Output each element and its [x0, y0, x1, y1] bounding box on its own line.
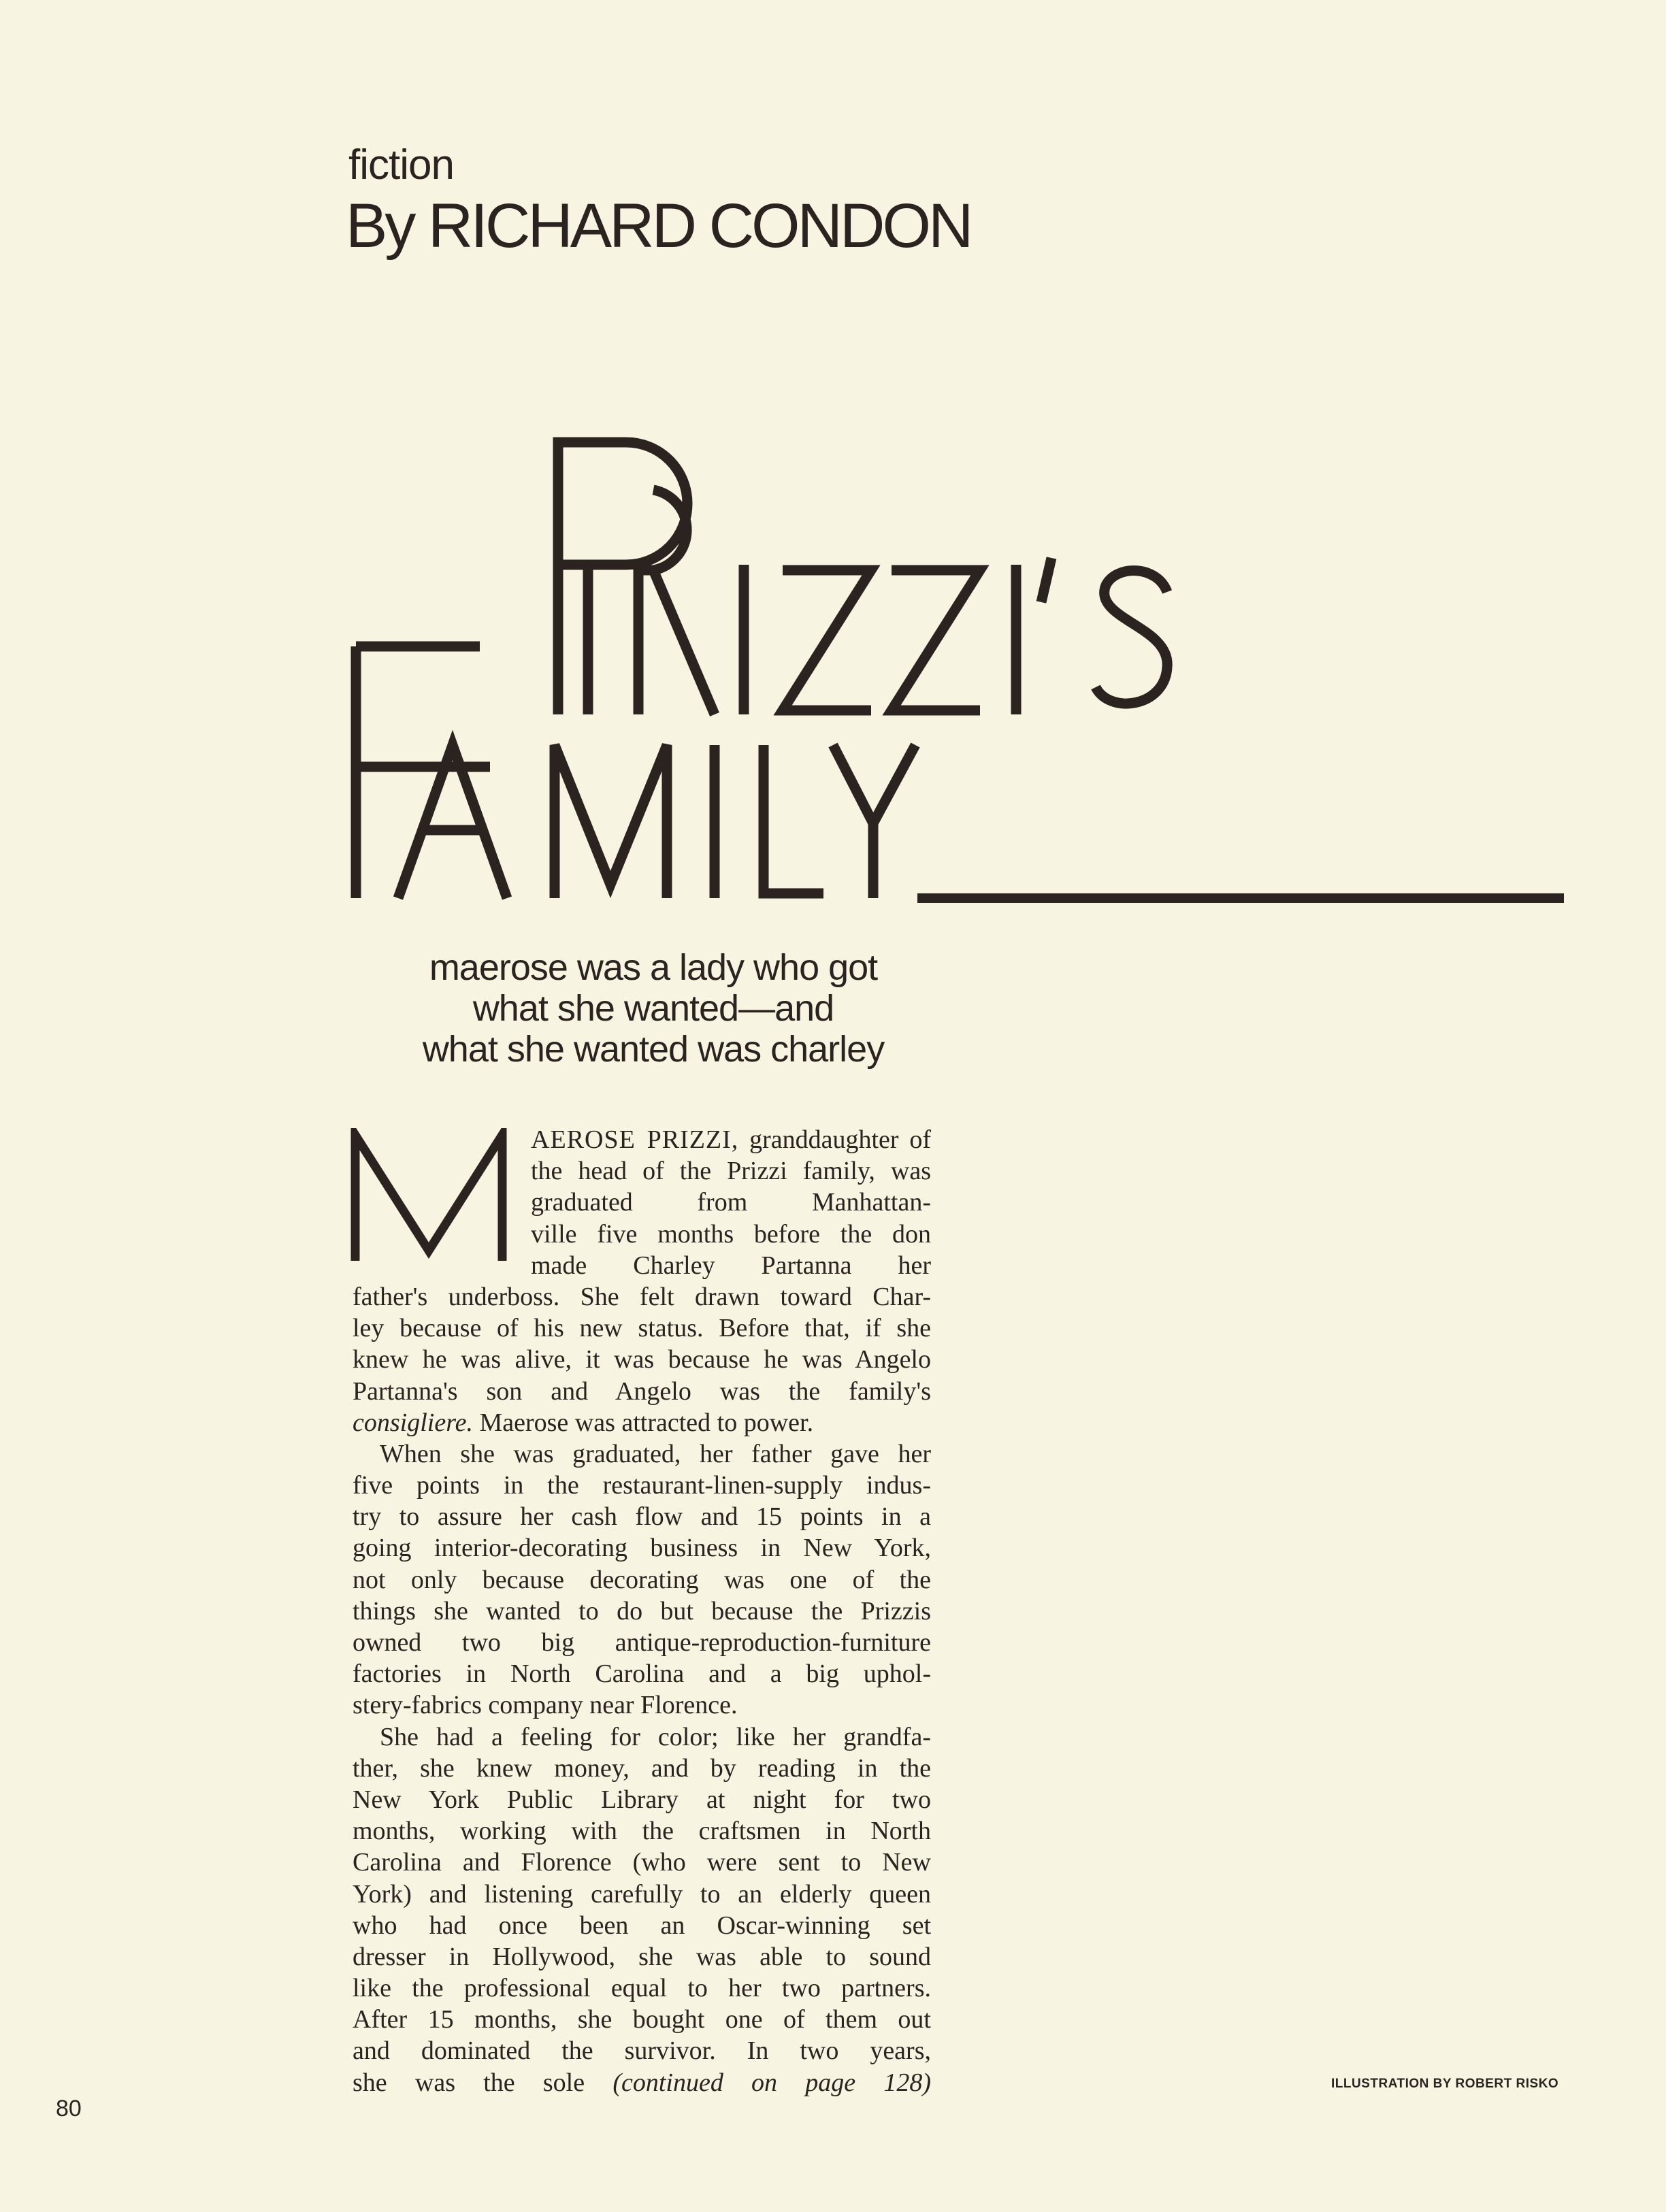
article-line: She had a feeling for color; like her grandfa-: [380, 1722, 931, 1751]
story-title-graphic: [0, 0, 1666, 953]
article-line: like the professional equal to her two partners.: [353, 1974, 931, 2003]
title-letter-z2: [892, 570, 980, 710]
title-letter-s: [1096, 571, 1167, 704]
title-letter-z1: [783, 570, 871, 710]
article-line: graduated from Manhattan-: [531, 1188, 931, 1217]
article-line: months, working with the craftsmen in North: [353, 1817, 931, 1846]
article-line: going interior-decorating business in New York,: [353, 1534, 931, 1563]
illustration-credit: ILLUSTRATION BY ROBERT RISKO: [1331, 2077, 1559, 2091]
title-letter-m: [555, 745, 667, 898]
article-line: ville five months before the don: [531, 1219, 931, 1249]
title-letter-l: [764, 745, 823, 893]
article-line: things she wanted to do but because the Prizzis: [353, 1596, 931, 1625]
deck-line: what she wanted was charley: [422, 1029, 885, 1070]
article-line: York) and listening carefully to an elderly queen: [353, 1879, 931, 1909]
article-line: stery-fabrics company near Florence.: [353, 1691, 738, 1720]
title-letter-p: [558, 442, 687, 714]
article-line: the head of the Prizzi family, was: [531, 1157, 931, 1186]
article-line: After 15 months, she bought one of them out: [353, 2005, 931, 2034]
article-final-lead: she was the sole: [353, 2068, 585, 2097]
article-line: ley because of his new status. Before that, if she: [353, 1314, 931, 1343]
article-lead-rest: granddaughter of: [738, 1125, 931, 1154]
title-letter-f: [356, 646, 490, 898]
article-lead-smallcaps: AEROSE PRIZZI,: [531, 1125, 739, 1154]
title-letter-y: [833, 745, 915, 898]
article-line: try to assure her cash flow and 15 points in a: [353, 1502, 931, 1532]
deck-line: maerose was a lady who got: [429, 947, 878, 988]
article-body: [353, 1124, 931, 2098]
deck: [313, 947, 994, 1070]
title-apostrophe: [1041, 558, 1051, 602]
article-line: and dominated the survivor. In two years,: [353, 2036, 931, 2066]
continued-jump: (continued on page 128): [612, 2068, 932, 2097]
article-line: factories in North Carolina and a big uphol-: [353, 1660, 931, 1689]
article-line: [353, 2067, 931, 2098]
article-line-rest: Maerose was attracted to power.: [472, 1408, 814, 1437]
title-rule: [917, 893, 1564, 903]
article-line: dresser in Hollywood, she was able to sound: [353, 1942, 931, 1971]
article-line: father's underboss. She felt drawn toward Char-: [353, 1282, 931, 1311]
article-line: New York Public Library at night for two: [353, 1785, 931, 1814]
article-line: not only because decorating was one of the: [353, 1565, 931, 1594]
article-line: ther, she knew money, and by reading in the: [353, 1753, 931, 1783]
article-line: knew he was alive, it was because he was Angelo: [353, 1345, 931, 1374]
article-line: [353, 1407, 931, 1438]
article-line: When she was graduated, her father gave her: [380, 1439, 931, 1468]
article-line: Carolina and Florence (who were sent to New: [353, 1848, 931, 1877]
page-number: 80: [56, 2096, 82, 2122]
title-letter-r: [638, 490, 715, 714]
article-line: Partanna's son and Angelo was the family's: [353, 1376, 931, 1406]
section-label: fiction: [348, 142, 454, 188]
article-line: owned two big antique-reproduction-furniture: [353, 1628, 931, 1657]
deck-line: what she wanted—and: [472, 988, 834, 1029]
article-line: [531, 1124, 931, 1155]
article-italic-term: consigliere.: [353, 1408, 473, 1437]
article-line: made Charley Partanna her: [531, 1251, 931, 1280]
byline: By RICHARD CONDON: [346, 191, 971, 261]
article-line: who had once been an Oscar-winning set: [353, 1911, 931, 1940]
article-line: five points in the restaurant-linen-supply indus-: [353, 1471, 931, 1500]
